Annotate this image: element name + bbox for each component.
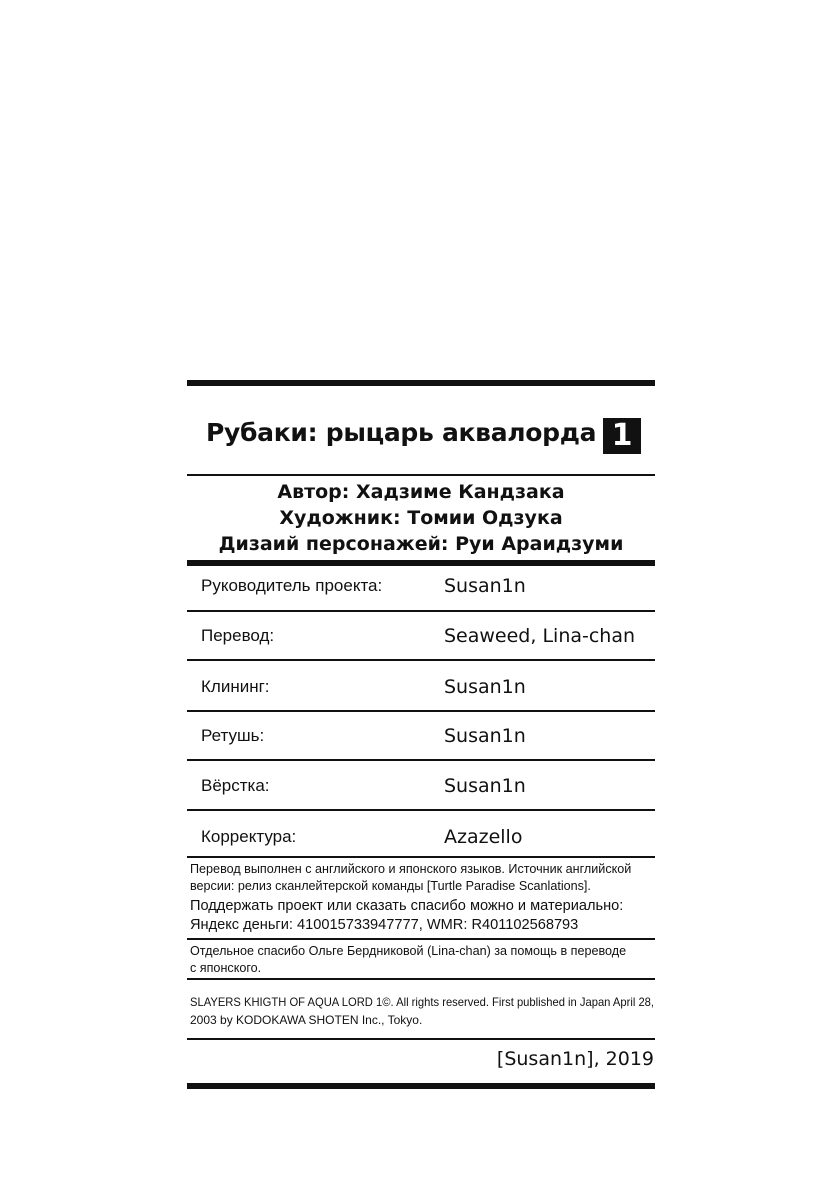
staff-divider-6 [187, 856, 655, 858]
notes-divider [187, 938, 655, 940]
staff-name-cleaning: Susan1n [444, 676, 526, 698]
staff-divider-4 [187, 759, 655, 761]
staff-divider-2 [187, 659, 655, 661]
staff-role-cleaning: Клининг: [201, 677, 270, 696]
character-design-credit: Дизаий персонажей: Руи Араидзуми [218, 533, 624, 555]
support-note-line-2: Яндекс деньги: 410015733947777, WMR: R401102568793 [190, 917, 579, 933]
top-thick-rule [187, 380, 655, 386]
staff-divider-3 [187, 710, 655, 712]
staff-name-proofreading: Azazello [444, 826, 523, 848]
thanks-divider [187, 978, 655, 980]
credits-divider [187, 560, 655, 566]
staff-role-proofreading: Корректура: [201, 827, 297, 846]
release-signature: [Susan1n], 2019 [496, 1048, 654, 1070]
translation-note-line-2: версии: релиз сканлейтерской команды [Turtle Paradise Scanlations]. [190, 879, 591, 893]
thanks-note-line-2: с японского. [190, 961, 262, 975]
author-credit: Автор: Хадзиме Кандзака [277, 481, 565, 503]
staff-name-translation: Seaweed, Lina-chan [444, 625, 636, 647]
title-divider [187, 474, 655, 476]
staff-name-typesetting: Susan1n [444, 775, 526, 797]
volume-badge: 1 [603, 418, 641, 454]
staff-divider-5 [187, 809, 655, 811]
legal-divider [187, 1038, 655, 1040]
staff-name-project-lead: Susan1n [444, 575, 526, 597]
staff-role-retouch: Ретушь: [201, 726, 265, 745]
staff-divider-1 [187, 610, 655, 612]
thanks-note-line-1: Отдельное спасибо Ольге Бердниковой (Lina-chan) за помощь в переводе [190, 944, 627, 958]
bottom-thick-rule [187, 1083, 655, 1089]
book-title: Рубаки: рыцарь аквалорда [206, 418, 597, 447]
translation-note-line-1: Перевод выполнен с английского и японского языков. Источник английской [190, 862, 632, 876]
artist-credit: Художник: Томии Одзука [279, 507, 563, 529]
support-note-line-1: Поддержать проект или сказать спасибо можно и материально: [190, 898, 624, 914]
staff-role-project-lead: Руководитель проекта: [201, 576, 383, 595]
copyright-line-2: 2003 by KODOKAWA SHOTEN Inc., Tokyo. [190, 1013, 423, 1027]
staff-name-retouch: Susan1n [444, 725, 526, 747]
copyright-line-1: SLAYERS KHIGTH OF AQUA LORD 1©. All rights reserved. First published in Japan April 28, [190, 995, 655, 1009]
staff-role-translation: Перевод: [201, 626, 275, 645]
staff-role-typesetting: Вёрстка: [201, 776, 270, 795]
